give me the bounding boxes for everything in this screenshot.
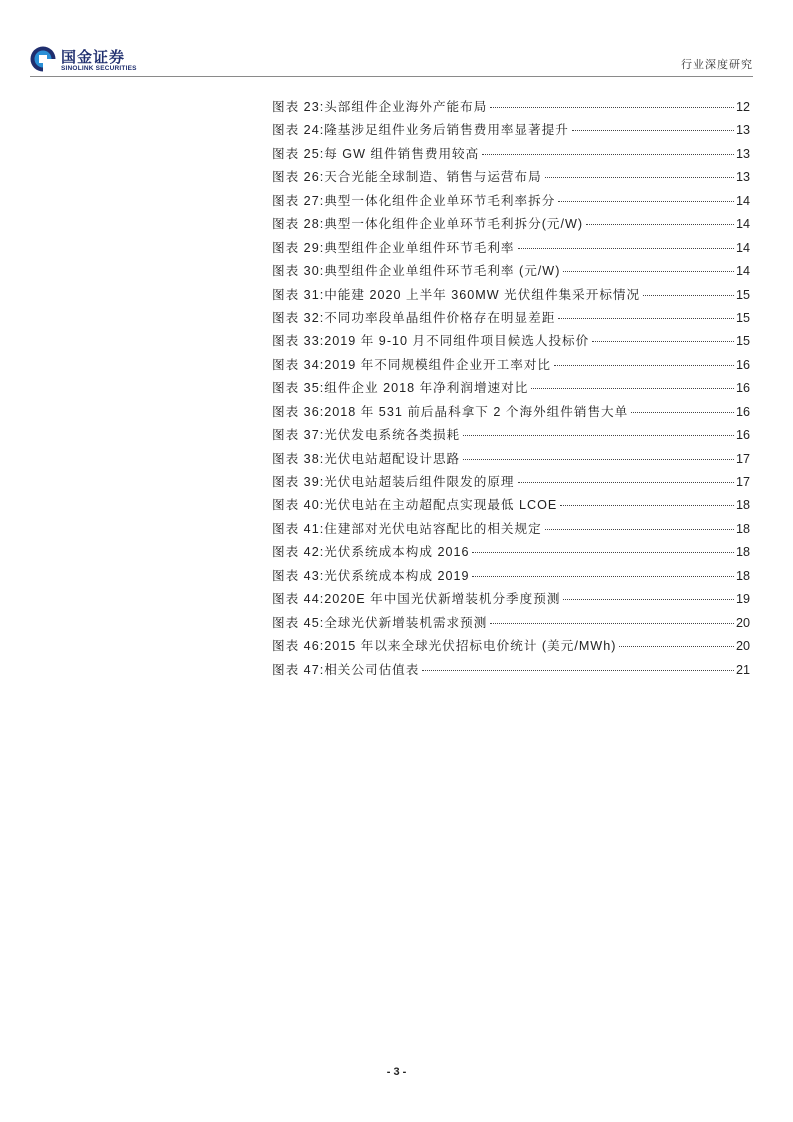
toc-entry-title: 头部组件企业海外产能布局: [324, 100, 488, 114]
toc-entry-label: 图表 33:: [272, 334, 325, 349]
toc-entry-page: 13: [735, 123, 750, 138]
toc-entry-page: 16: [735, 428, 750, 443]
toc-dot-leader: [518, 248, 734, 249]
toc-dot-leader: [554, 365, 734, 366]
toc-entry[interactable]: [272, 307, 750, 330]
toc-entry-title: 相关公司估值表: [324, 662, 420, 677]
toc-entry-page: 16: [735, 404, 750, 419]
toc-dot-leader: [545, 177, 734, 178]
toc-entry-page: 17: [735, 475, 750, 489]
toc-entry-title: 不同功率段单晶组件价格存在明显差距: [324, 310, 556, 325]
toc-entry[interactable]: [272, 518, 750, 541]
toc-entry-title: 2019 年 9-10 月不同组件项目候选人投标价: [324, 334, 590, 349]
toc-entry[interactable]: [272, 612, 750, 635]
toc-dot-leader: [518, 482, 734, 483]
toc-entry[interactable]: [272, 330, 750, 353]
brand-name-en: SINOLINK SECURITIES: [61, 65, 137, 72]
toc-entry-label: 图表 38:: [272, 451, 325, 466]
toc-entry-page: 15: [735, 310, 750, 325]
toc-entry[interactable]: [272, 166, 750, 189]
toc-entry[interactable]: [272, 354, 750, 377]
toc-dot-leader: [643, 295, 734, 296]
toc-entry-title: 光伏电站超装后组件限发的原理: [324, 475, 515, 489]
toc-entry-page: 14: [735, 217, 750, 232]
toc-entry-title: 光伏发电系统各类损耗: [324, 428, 461, 443]
toc-entry[interactable]: [272, 377, 750, 400]
toc-dot-leader: [560, 505, 734, 506]
toc-entry-label: 图表 37:: [272, 428, 325, 443]
toc-entry-page: 13: [735, 146, 750, 161]
toc-dot-leader: [592, 341, 734, 342]
toc-entry-title: 全球光伏新增装机需求预测: [324, 615, 488, 630]
toc-dot-leader: [631, 412, 734, 413]
toc-entry-page: 14: [735, 240, 750, 255]
toc-dot-leader: [472, 552, 734, 553]
toc-entry-label: 图表 31:: [272, 287, 325, 302]
toc-entry-page: 16: [735, 357, 750, 372]
toc-dot-leader: [558, 201, 734, 202]
toc-entry-title: 中能建 2020 上半年 360MW 光伏组件集采开标情况: [324, 287, 641, 302]
toc-entry-page: 15: [735, 287, 750, 302]
toc-dot-leader: [482, 154, 734, 155]
toc-entry[interactable]: [272, 401, 750, 424]
toc-entry[interactable]: [272, 471, 750, 494]
toc-entry-page: 12: [735, 100, 750, 114]
toc-dot-leader: [463, 459, 734, 460]
toc-entry-title: 2019 年不同规模组件企业开工率对比: [324, 357, 552, 372]
toc-entry-page: 21: [735, 662, 750, 677]
toc-entry-title: 典型组件企业单组件环节毛利率: [324, 240, 515, 255]
toc-entry-label: 图表 25:: [272, 146, 325, 161]
toc-entry[interactable]: [272, 565, 750, 588]
toc-entry-label: 图表 46:: [272, 639, 325, 654]
page-number: - 3 -: [386, 1066, 407, 1078]
toc-entry-label: 图表 39:: [272, 475, 325, 489]
toc-entry-title: 天合光能全球制造、销售与运营布局: [324, 170, 542, 185]
toc-entry-label: 图表 36:: [272, 404, 325, 419]
toc-entry-label: 图表 47:: [272, 662, 325, 677]
toc-entry-title: 典型组件企业单组件环节毛利率 (元/W): [324, 264, 561, 279]
toc-entry-title: 隆基涉足组件业务后销售费用率显著提升: [324, 123, 569, 138]
toc-entry-label: 图表 41:: [272, 521, 325, 536]
toc-entry-label: 图表 24:: [272, 123, 325, 138]
toc-entry-label: 图表 34:: [272, 357, 325, 372]
toc-entry-page: 19: [735, 592, 750, 607]
toc-entry-page: 20: [735, 639, 750, 654]
toc-entry-label: 图表 42:: [272, 545, 325, 560]
toc-dot-leader: [545, 529, 734, 530]
toc-entry-label: 图表 40:: [272, 498, 325, 513]
page-header: [0, 0, 793, 80]
toc-entry-label: 图表 35:: [272, 381, 325, 396]
toc-entry-page: 14: [735, 264, 750, 279]
toc-entry-page: 18: [735, 568, 750, 583]
toc-entry-label: 图表 30:: [272, 264, 325, 279]
report-type: 行业深度研究: [681, 59, 753, 71]
toc-entry-page: 18: [735, 521, 750, 536]
sinolink-logo-icon: [30, 46, 56, 72]
toc-entry-title: 典型一体化组件企业单环节毛利拆分(元/W): [324, 217, 584, 232]
toc-entry-title: 住建部对光伏电站容配比的相关规定: [324, 521, 542, 536]
toc-entry[interactable]: [272, 119, 750, 142]
figure-list: [272, 96, 750, 682]
toc-dot-leader: [563, 271, 734, 272]
toc-dot-leader: [619, 646, 734, 647]
toc-dot-leader: [586, 224, 734, 225]
toc-entry-title: 2018 年 531 前后晶科拿下 2 个海外组件销售大单: [324, 404, 629, 419]
toc-entry-label: 图表 26:: [272, 170, 325, 185]
toc-entry-label: 图表 45:: [272, 615, 325, 630]
toc-dot-leader: [531, 388, 734, 389]
toc-entry-page: 17: [735, 451, 750, 466]
toc-entry-page: 18: [735, 498, 750, 513]
toc-entry-page: 14: [735, 193, 750, 208]
toc-entry[interactable]: [272, 284, 750, 307]
toc-entry[interactable]: [272, 143, 750, 166]
toc-entry-title: 光伏系统成本构成 2019: [324, 568, 470, 583]
toc-entry[interactable]: [272, 494, 750, 517]
toc-entry[interactable]: [272, 659, 750, 682]
toc-entry[interactable]: [272, 213, 750, 236]
toc-entry[interactable]: [272, 237, 750, 260]
toc-dot-leader: [490, 107, 734, 108]
toc-entry-title: 光伏电站在主动超配点实现最低 LCOE: [324, 498, 558, 513]
toc-entry-page: 20: [735, 615, 750, 630]
toc-entry-title: 光伏电站超配设计思路: [324, 451, 461, 466]
toc-entry[interactable]: [272, 448, 750, 471]
toc-entry-title: 组件企业 2018 年净利润增速对比: [324, 381, 529, 396]
header-divider: [30, 76, 753, 77]
toc-entry-title: 典型一体化组件企业单环节毛利率拆分: [324, 193, 556, 208]
toc-entry[interactable]: [272, 190, 750, 213]
toc-entry[interactable]: [272, 260, 750, 283]
toc-entry-label: 图表 43:: [272, 568, 325, 583]
toc-dot-leader: [490, 623, 734, 624]
toc-entry[interactable]: [272, 96, 750, 119]
brand-name-cn: 国金证券: [61, 49, 126, 66]
toc-entry[interactable]: [272, 424, 750, 447]
toc-entry-page: 16: [735, 381, 750, 396]
toc-entry-label: 图表 28:: [272, 217, 325, 232]
toc-entry-label: 图表 44:: [272, 592, 325, 607]
toc-entry-title: 光伏系统成本构成 2016: [324, 545, 470, 560]
toc-entry-label: 图表 29:: [272, 240, 325, 255]
toc-dot-leader: [558, 318, 734, 319]
toc-entry-page: 13: [735, 170, 750, 185]
toc-entry-title: 2015 年以来全球光伏招标电价统计 (美元/MWh): [324, 639, 617, 654]
toc-entry-page: 15: [735, 334, 750, 349]
toc-entry-label: 图表 32:: [272, 310, 325, 325]
toc-entry[interactable]: [272, 588, 750, 611]
toc-entry[interactable]: [272, 635, 750, 658]
toc-dot-leader: [572, 130, 734, 131]
toc-dot-leader: [563, 599, 734, 600]
toc-dot-leader: [472, 576, 734, 577]
toc-entry[interactable]: [272, 541, 750, 564]
toc-entry-label: 图表 27:: [272, 193, 325, 208]
toc-entry-label: 图表 23:: [272, 100, 325, 114]
toc-entry-page: 18: [735, 545, 750, 560]
toc-entry-title: 每 GW 组件销售费用较高: [324, 146, 480, 161]
toc-dot-leader: [422, 670, 734, 671]
toc-entry-title: 2020E 年中国光伏新增装机分季度预测: [324, 592, 561, 607]
toc-dot-leader: [463, 435, 734, 436]
